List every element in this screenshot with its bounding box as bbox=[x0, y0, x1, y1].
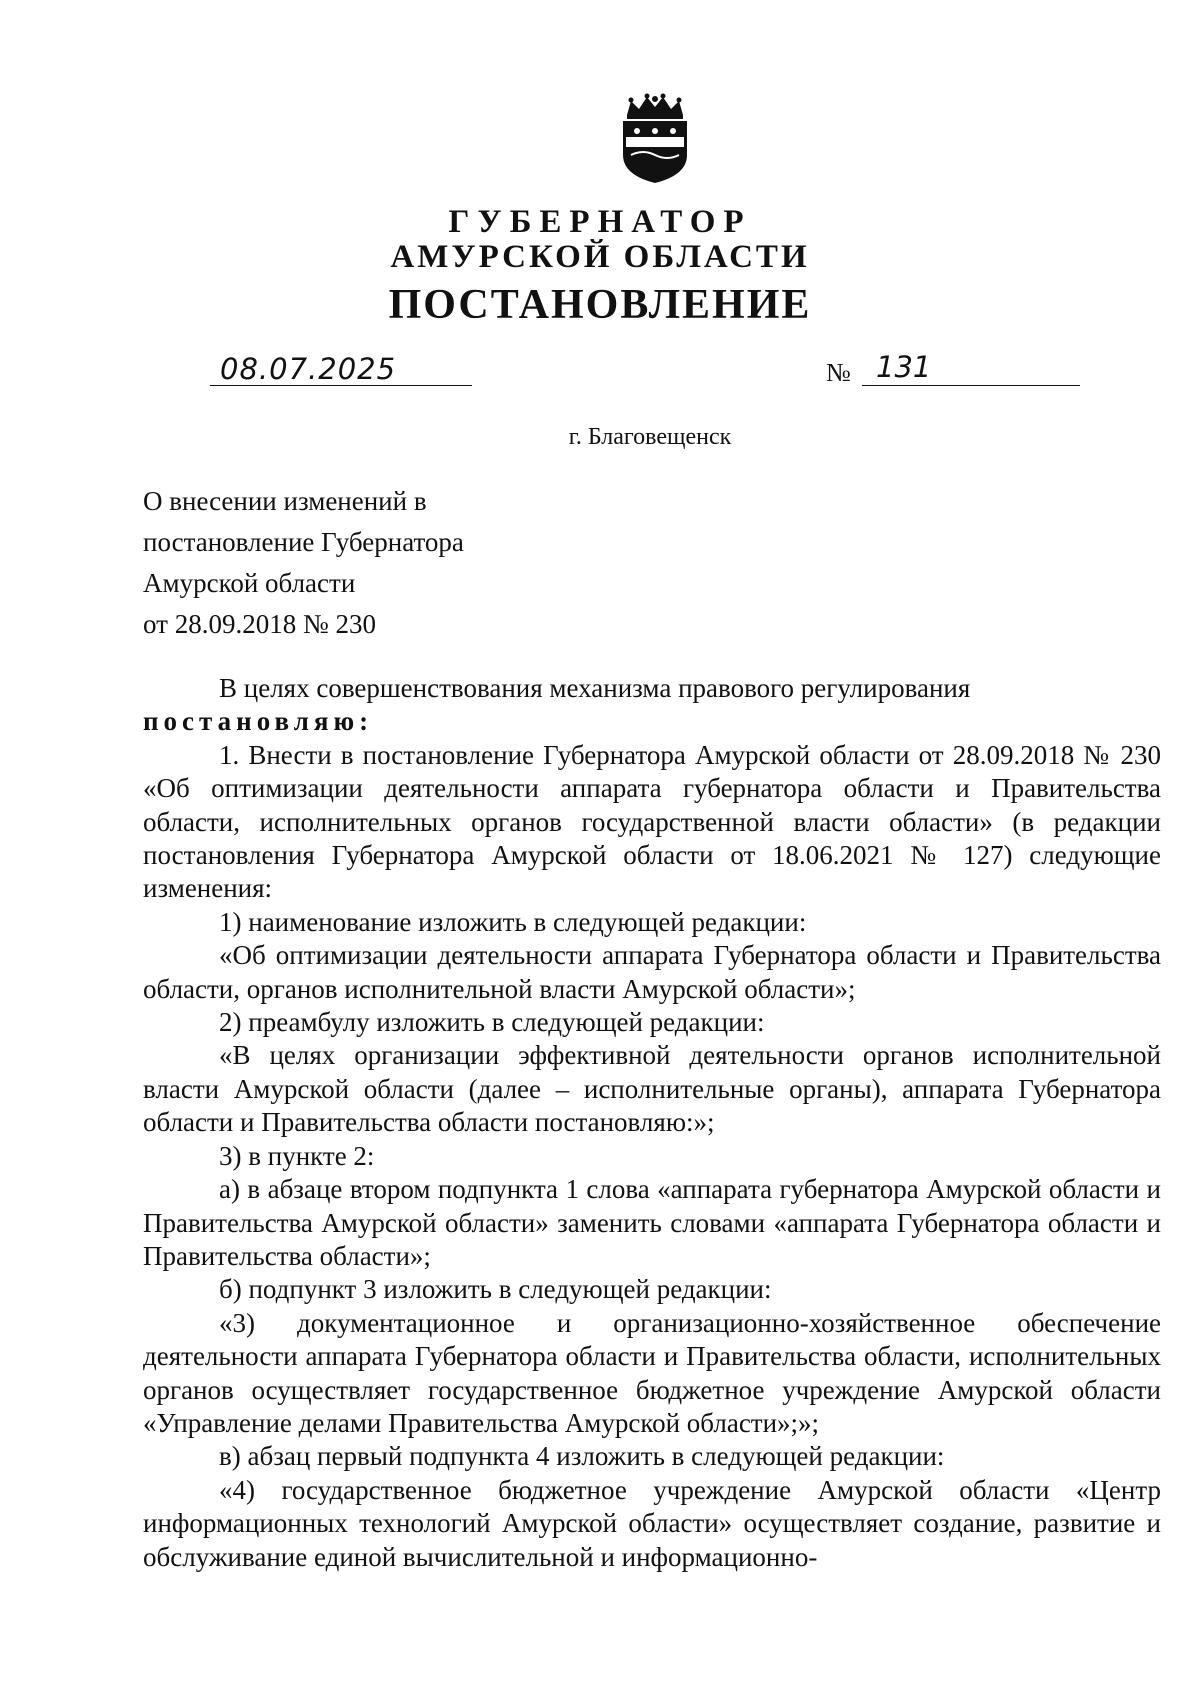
body-paragraph: 1. Внести в постановление Губернатора Амурской области от 28.09.2018 № 230 «Об оптимизации деятельности аппарата губернатора области и Правительства области, исполнительных органов государственной власти области» (в редакции постановления Губернатора Амурской области от 18.06.2021 № 127) следующие изменения: bbox=[143, 739, 1161, 904]
body-paragraph: б) подпункт 3 изложить в следующей редакции: bbox=[219, 1274, 772, 1305]
coat-of-arms-emblem bbox=[617, 93, 693, 185]
subject-line: от 28.09.2018 № 230 bbox=[143, 609, 376, 639]
body-paragraph: в) абзац первый подпункта 4 изложить в следующей редакции: bbox=[219, 1441, 945, 1472]
intro-paragraph: В целях совершенствования механизма правового регулирования bbox=[219, 673, 971, 703]
body-paragraph: «В целях организации эффективной деятельности органов исполнительной власти Амурской области (далее – исполнительные органы), аппарата Губернатора области и Правительства области постановляю:»; bbox=[143, 1040, 1161, 1138]
subject-line: О внесении изменений в bbox=[143, 486, 427, 516]
body-paragraph: 1) наименование изложить в следующей редакции: bbox=[219, 906, 807, 937]
document-type-title: ПОСТАНОВЛЕНИЕ bbox=[388, 282, 812, 328]
document-date: 08.07.2025 bbox=[220, 352, 397, 386]
header-region: АМУРСКОЙ ОБЛАСТИ bbox=[390, 239, 810, 275]
body-paragraph: 3) в пункте 2: bbox=[219, 1140, 375, 1171]
body-paragraph: 2) преамбулу изложить в следующей редакции: bbox=[219, 1007, 765, 1038]
number-sign: № bbox=[826, 358, 851, 387]
city-name: г. Благовещенск bbox=[568, 424, 732, 450]
body-paragraph: «3) документационное и организационно-хозяйственное обеспечение деятельности аппарата Губернатора области и Правительства области, исполнительных органов осуществляет государственное бюджетное учреждение Амурской области «Управление делами Правительства Амурской области»;»; bbox=[143, 1307, 1161, 1438]
body-paragraph: «4) государственное бюджетное учреждение Амурской области «Центр информационных технологий Амурской области» осуществляет создание, развитие и обслуживание единой вычислительной и информационно- bbox=[143, 1474, 1161, 1572]
body-paragraph: а) в абзаце втором подпункта 1 слова «аппарата губернатора Амурской области и Правительства Амурской области» заменить словами «аппарата Губернатора области и Правительства области»; bbox=[143, 1174, 1161, 1271]
decree-word: постановляю: bbox=[143, 706, 374, 737]
subject-line: Амурской области bbox=[143, 568, 356, 598]
document-body bbox=[143, 672, 1161, 1574]
number-underline bbox=[862, 385, 1080, 386]
date-underline bbox=[210, 385, 472, 386]
subject-line: постановление Губернатора bbox=[143, 527, 464, 557]
body-paragraph: «Об оптимизации деятельности аппарата Губернатора области и Правительства области, органов исполнительной власти Амурской области»; bbox=[143, 940, 1161, 1004]
document-number: 131 bbox=[876, 350, 932, 384]
document-subject bbox=[143, 481, 464, 645]
header-governor: ГУБЕРНАТОР bbox=[448, 204, 752, 240]
